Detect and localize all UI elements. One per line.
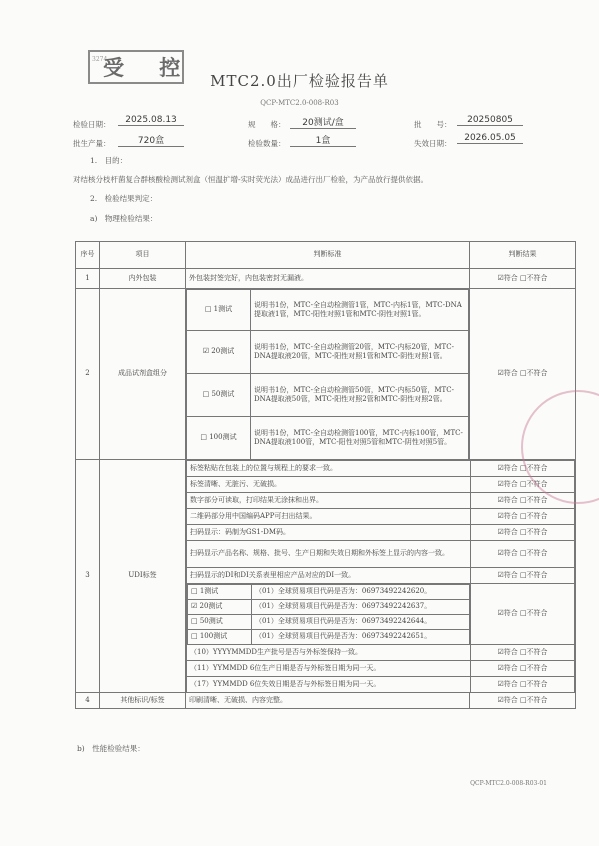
di-option-text: （01）全球贸易项目代码是否为：06973492242651。	[252, 630, 470, 645]
udi-check-result: ☑符合 □不符合	[471, 493, 575, 509]
di-option-row	[188, 615, 470, 630]
row-standard: 印刷清晰、无破损、内容完整。	[186, 693, 470, 709]
udi-check-row	[187, 509, 575, 525]
stamp-text: 受 控	[103, 55, 195, 80]
table-header-row	[76, 242, 576, 269]
batch-label: 批 号：	[414, 120, 452, 129]
row-no: 4	[76, 693, 100, 709]
row-no: 3	[76, 460, 100, 693]
production-qty-value: 720盒	[118, 133, 184, 147]
udi-check-row	[187, 677, 575, 693]
physical-results-heading: a) 物理检验结果：	[90, 214, 158, 223]
row-result: ☑符合 □不符合	[470, 289, 576, 460]
di-option-text: （01）全球贸易项目代码是否为：06973492242637。	[252, 600, 470, 615]
udi-check-text: （10）YYYYMMDD生产批号是否与外标签保持一致。	[187, 645, 471, 661]
header-result: 判断结果	[470, 242, 576, 269]
row-no: 2	[76, 289, 100, 460]
components-options	[186, 289, 469, 459]
udi-check-result: ☑符合 □不符合	[471, 461, 575, 477]
document-code: QCP-MTC2.0-008-R03	[260, 99, 339, 107]
udi-check-text: 标签清晰、无脏污、无破损。	[187, 477, 471, 493]
table-row	[76, 460, 576, 693]
option-desc: 说明书1份，MTC-全自动检测管20管，MTC-内标20管，MTC-DNA提取液20管，MTC-阳性对照1管和MTC-阴性对照1管。	[251, 331, 469, 374]
udi-check-text: （11）YYMMDD 6位生产日期是否与外标签日期为同一天。	[187, 661, 471, 677]
row-standard: 外包装封签完好，内包装密封无漏液。	[186, 269, 470, 289]
udi-check-row	[187, 461, 575, 477]
udi-check-result: ☑符合 □不符合	[471, 677, 575, 693]
row-result: ☑符合 □不符合	[470, 693, 576, 709]
di-option-row	[188, 585, 470, 600]
spec-value: 20测试/盒	[290, 115, 356, 129]
spec-label: 规 格：	[248, 120, 286, 129]
udi-check-row	[187, 645, 575, 661]
components-cell	[186, 289, 470, 460]
udi-check-result: ☑符合 □不符合	[471, 525, 575, 541]
production-qty-label: 批生产量：	[73, 139, 111, 148]
header-item: 项目	[100, 242, 186, 269]
udi-di-options	[187, 584, 470, 644]
report-title: MTC2.0出厂检验报告单	[210, 72, 389, 90]
udi-check-text: 扫码显示的DI和DI关系表里相应产品对应的DI一致。	[187, 568, 471, 584]
option-desc: 说明书1份，MTC-全自动检测管1管，MTC-内标1管，MTC-DNA提取液1管，MTC-阳性对照1管和MTC-阴性对照1管。	[251, 290, 469, 331]
udi-check-result: ☑符合 □不符合	[471, 541, 575, 568]
di-option-label: □ 50测试	[188, 615, 252, 630]
udi-check-text: 数字部分可读取，打印结果无涂抹和出界。	[187, 493, 471, 509]
udi-checks	[186, 460, 575, 692]
stamp-corner-number: 3274	[92, 56, 108, 63]
di-option-text: （01）全球贸易项目代码是否为：06973492242644。	[252, 615, 470, 630]
udi-check-result: ☑符合 □不符合	[471, 661, 575, 677]
row-item: UDI标签	[100, 460, 186, 693]
udi-check-row	[187, 661, 575, 677]
performance-results-heading: b) 性能检验结果：	[77, 744, 145, 753]
option-row	[187, 417, 469, 460]
footer-code: QCP-MTC2.0-008-R03-01	[470, 780, 547, 787]
option-label: □ 1测试	[187, 290, 251, 331]
di-option-text: （01）全球贸易项目代码是否为：06973492242620。	[252, 585, 470, 600]
inspect-date-value: 2025.08.13	[118, 115, 184, 126]
row-item: 其他标识/标签	[100, 693, 186, 709]
udi-check-result: ☑符合 □不符合	[471, 477, 575, 493]
row-no: 1	[76, 269, 100, 289]
option-row	[187, 290, 469, 331]
table-row	[76, 289, 576, 460]
udi-check-result: ☑符合 □不符合	[471, 509, 575, 525]
row-result: ☑符合 □不符合	[470, 269, 576, 289]
udi-check-row	[187, 568, 575, 584]
table-row	[76, 269, 576, 289]
inspect-date-label: 检验日期：	[73, 120, 111, 129]
purpose-text: 对结核分枝杆菌复合群核酸检测试剂盒（恒温扩增-实时荧光法）成品进行出厂检验，为产品放行提供依据。	[73, 175, 429, 184]
udi-check-text: 扫码显示产品名称、规格、批号、生产日期和失效日期和外标签上显示的内容一致。	[187, 541, 471, 568]
udi-check-result: ☑符合 □不符合	[471, 645, 575, 661]
inspect-qty-label: 检验数量：	[248, 139, 286, 148]
expiry-label: 失效日期：	[414, 139, 452, 148]
header-standard: 判断标准	[186, 242, 470, 269]
inspection-table	[75, 241, 576, 709]
udi-check-result: ☑符合 □不符合	[471, 568, 575, 584]
udi-check-row	[187, 477, 575, 493]
row-item: 成品试剂盒组分	[100, 289, 186, 460]
option-row	[187, 374, 469, 417]
udi-check-text: （17）YYMMDD 6位失效日期是否与外标签日期为同一天。	[187, 677, 471, 693]
table-row	[76, 693, 576, 709]
udi-check-text: 二维码部分用中国编码APP可扫出结果。	[187, 509, 471, 525]
option-label: □ 50测试	[187, 374, 251, 417]
udi-cell	[186, 460, 576, 693]
di-option-label: □ 100测试	[188, 630, 252, 645]
header-no: 序号	[76, 242, 100, 269]
udi-di-row	[187, 584, 575, 645]
di-option-row	[188, 600, 470, 615]
udi-check-text: 标签粘贴在包装上的位置与规程上的要求一致。	[187, 461, 471, 477]
option-row	[187, 331, 469, 374]
purpose-heading: 1. 目的：	[90, 156, 128, 165]
udi-di-cell	[187, 584, 471, 645]
udi-check-row	[187, 541, 575, 568]
inspect-qty-value: 1盒	[290, 133, 356, 147]
di-option-label: □ 1测试	[188, 585, 252, 600]
option-label: ☑ 20测试	[187, 331, 251, 374]
udi-check-row	[187, 493, 575, 509]
batch-value: 20250805	[457, 115, 523, 126]
udi-check-row	[187, 525, 575, 541]
option-label: □ 100测试	[187, 417, 251, 460]
di-option-label: ☑ 20测试	[188, 600, 252, 615]
di-option-row	[188, 630, 470, 645]
expiry-value: 2026.05.05	[457, 133, 523, 144]
results-heading: 2. 检验结果判定：	[90, 194, 158, 203]
option-desc: 说明书1份，MTC-全自动检测管100管，MTC-内标100管，MTC-DNA提取液100管，MTC-阳性对照5管和MTC-阴性对照5管。	[251, 417, 469, 460]
option-desc: 说明书1份，MTC-全自动检测管50管，MTC-内标50管，MTC-DNA提取液50管，MTC-阳性对照2管和MTC-阴性对照2管。	[251, 374, 469, 417]
row-item: 内外包装	[100, 269, 186, 289]
udi-check-text: 扫码显示：码制为GS1-DM码。	[187, 525, 471, 541]
udi-di-result: ☑符合 □不符合	[471, 584, 575, 645]
